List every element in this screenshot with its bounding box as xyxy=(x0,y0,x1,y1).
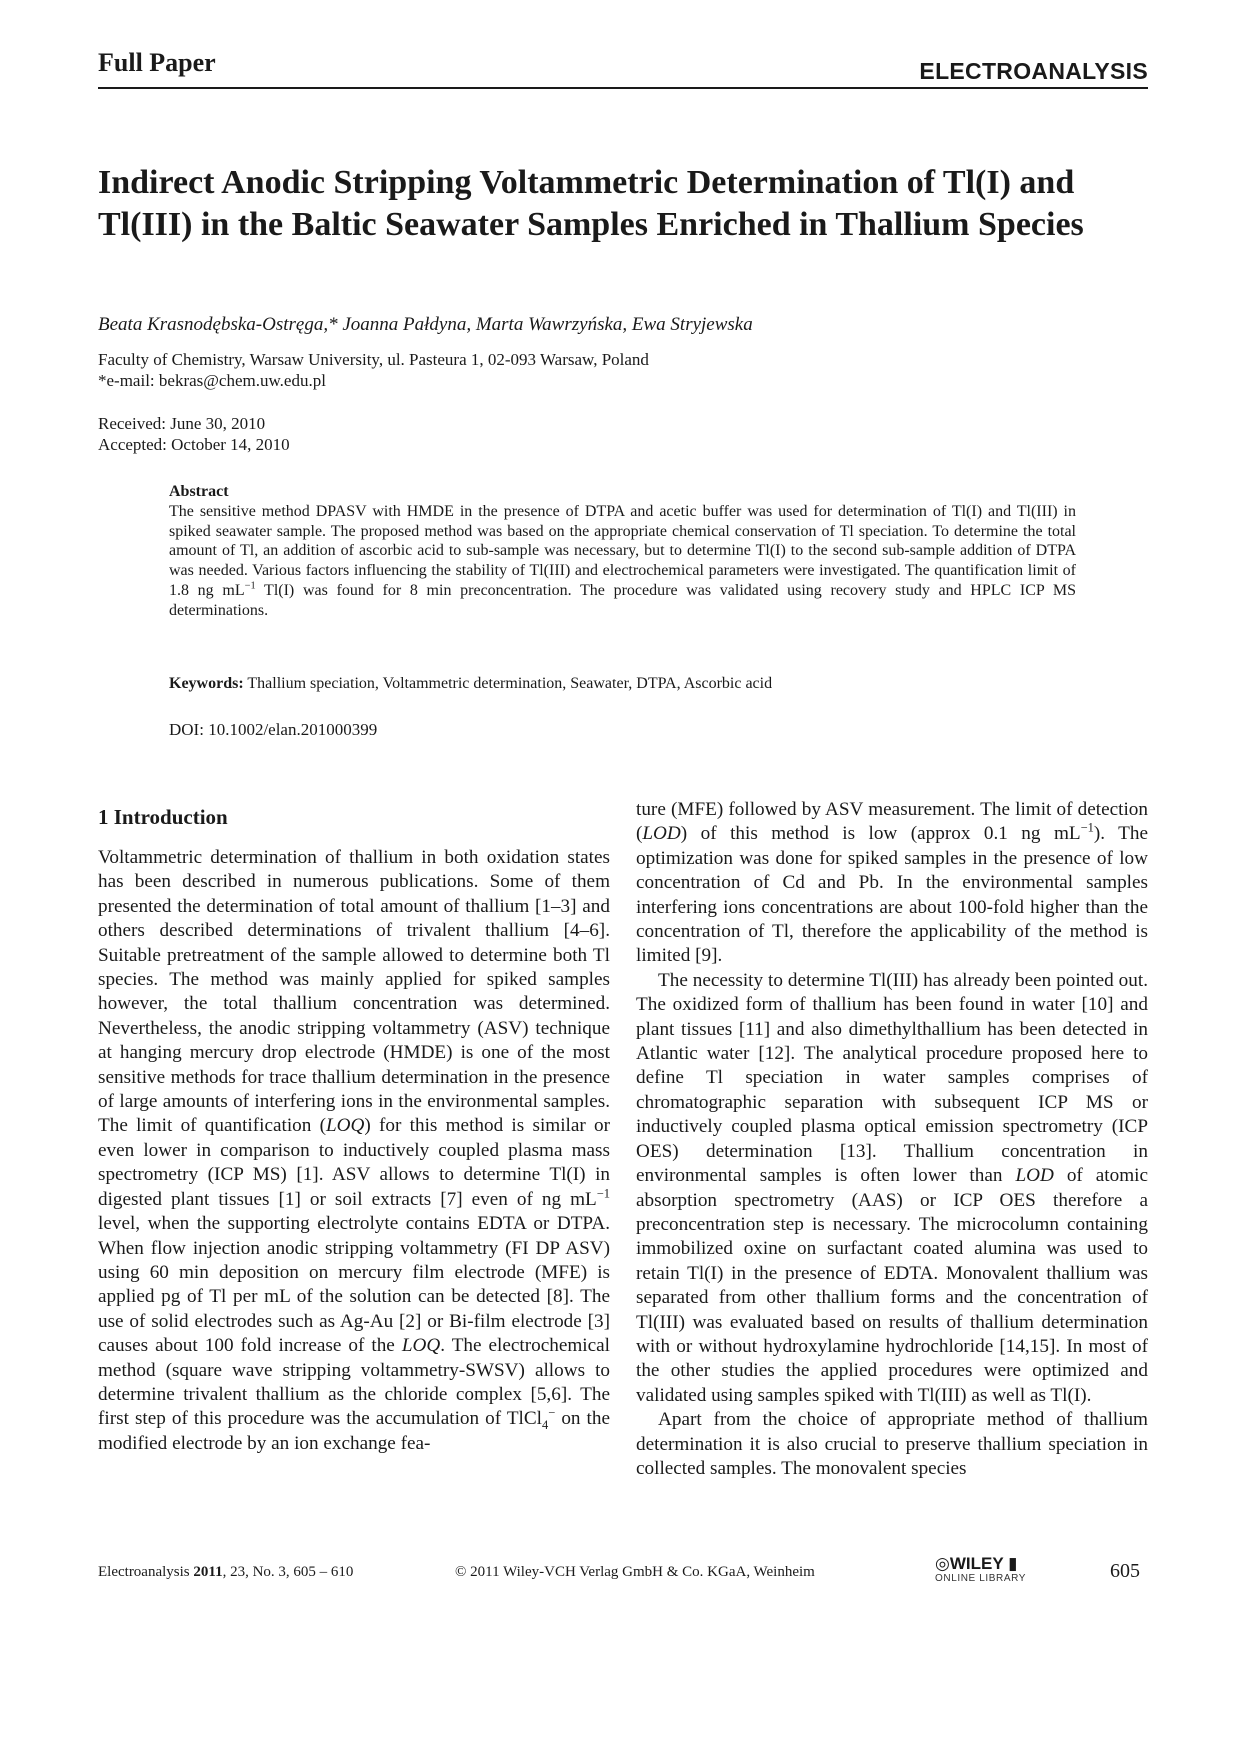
keywords-text: Thallium speciation, Voltammetric determination, Seawater, DTPA, Ascorbic acid xyxy=(247,675,773,692)
footer-citation: Electroanalysis 2011, 23, No. 3, 605 – 610 xyxy=(98,1564,354,1580)
intro-paragraph-1: Voltammetric determination of thallium in both oxidation states has been described in numerous publications. Some of them presented the determination of total amount of thallium [1–3] and others described determinations of trivalent thallium [4–6]. Suitable pretreatment of the sample allowed to determine both Tl species. The method was mainly applied for spiked samples however, the total thallium concentration was determined. Nevertheless, the anodic stripping voltammetry (ASV) technique at hanging mercury drop electrode (HMDE) is one of the most sensitive methods for trace thallium determination in the presence of large amounts of interfering ions in the environmental samples. The limit of quantification (LOQ) for this method is similar or even lower in comparison to inductively coupled plasma mass spectrometry (ICP MS) [1]. ASV allows to determine Tl(I) in digested plant tissues [1] or soil extracts [7] even of ng $mL^{-1}$ level, when the supporting electrolyte contains EDTA or DTPA. When flow injection anodic stripping voltammetry (FI DP ASV) using 60 min deposition on mercury film electrode (MFE) is applied pg of Tl per mL of the solution can be detected [8]. The use of solid electrodes such as Ag-Au [2] or Bi-film electrode [3] causes about 100 fold increase of the LOQ. The electrochemical method (square wave stripping voltammetry-SWSV) allows to determine trivalent thallium as the chloride complex [5,6]. The first step of this procedure was the accumulation of TlCl$_4$− on the modified electrode by an ion exchange fea- xyxy=(98,847,610,1454)
affiliation-block xyxy=(98,349,649,391)
contact-email[interactable]: *e-mail: bekras@chem.uw.edu.pl xyxy=(98,371,326,390)
footer-copyright: © 2011 Wiley-VCH Verlag GmbH & Co. KGaA, Weinheim xyxy=(455,1564,815,1580)
wiley-icon: ◎ xyxy=(935,1554,950,1573)
left-column xyxy=(98,846,610,1456)
intro-paragraph-2: The necessity to determine Tl(III) has already been pointed out. The oxidized form of thallium has been found in water [10] and plant tissues [11] and also dimethylthallium has been detected in Atlantic water [12]. The analytical procedure proposed here to define Tl speciation in water samples comprises of chromatographic separation with subsequent ICP MS or inductively coupled plasma optical emission spectrometry (ICP OES) determination [13]. Thallium concentration in environmental samples is often lower than LOD of atomic absorption spectrometry (AAS) or ICP OES therefore a preconcentration step is necessary. The microcolumn containing immobilized oxine on surfactant coated alumina was used to retain Tl(I) in the presence of EDTA. Monovalent thallium was separated from other thallium forms and the concentration of Tl(III) was evaluated based on results of thallium determination with or without hydroxylamine hydrochloride [14,15]. In most of the other studies the applied procedures were optimized and validated using samples spiked with Tl(III) as well as Tl(I). xyxy=(636,969,1148,1406)
author-list: Beata Krasnodębska-Ostręga,* Joanna Pałdyna, Marta Wawrzyńska, Ewa Stryjewska xyxy=(98,314,753,335)
keywords-label: Keywords: xyxy=(169,675,244,692)
section-heading-introduction: 1 Introduction xyxy=(98,805,228,829)
intro-paragraph-3: Apart from the choice of appropriate method of thallium determination it is also crucial to preserve thallium speciation in collected samples. The monovalent species xyxy=(636,1409,1148,1479)
accepted-date: Accepted: October 14, 2010 xyxy=(98,435,290,454)
header-rule xyxy=(98,87,1148,89)
dates-block xyxy=(98,413,290,455)
abstract-text xyxy=(169,502,1076,620)
journal-label: ELECTROANALYSIS xyxy=(919,58,1148,84)
abstract-text-b: Tl(I) was found for 8 min preconcentration. The procedure was validated using recovery study and HPLC ICP MS determinations. xyxy=(169,581,1076,619)
keywords xyxy=(169,675,772,693)
wiley-online-library-logo[interactable]: ◎WILEY ▮ ONLINE LIBRARY xyxy=(935,1554,1027,1584)
received-date: Received: June 30, 2010 xyxy=(98,414,266,433)
right-column xyxy=(636,798,1148,1481)
doi[interactable]: DOI: 10.1002/elan.201000399 xyxy=(169,720,378,739)
affiliation: Faculty of Chemistry, Warsaw University, ul. Pasteura 1, 02-093 Warsaw, Poland xyxy=(98,350,649,369)
page-number: 605 xyxy=(1110,1560,1140,1582)
intro-paragraph-1-cont: ture (MFE) followed by ASV measurement. The limit of detection (LOD) of this method is low (approx 0.1 ng $mL^{-1}$). The optimization was done for spiked samples in the presence of low concentration of Cd and Pb. In the environmental samples interfering ions concentrations are about 100-fold higher than the concentration of Tl, therefore the applicability of the method is limited [9]. xyxy=(636,799,1148,967)
abstract-superscript: −1 xyxy=(244,580,256,592)
book-icon: ▮ xyxy=(1008,1554,1018,1573)
abstract-heading: Abstract xyxy=(169,483,229,500)
abstract-text-a: The sensitive method DPASV with HMDE in the presence of DTPA and acetic buffer was used for determination of Tl(I) and Tl(III) in spiked seawater sample. The proposed method was based on the appropriate chemical conservation of Tl speciation. To determine the total amount of Tl, an addition of ascorbic acid to sub-sample was necessary, but to determine Tl(I) to the second sub-sample addition of DTPA was needed. Various factors influencing the stability of Tl(III) and electrochemical parameters were investigated. The quantification limit of 1.8 ng mL xyxy=(169,503,1076,599)
section-label: Full Paper xyxy=(98,48,216,77)
article-title: Indirect Anodic Stripping Voltammetric Determination of Tl(I) and Tl(III) in the Baltic Seawater Samples Enriched in Thallium Species xyxy=(98,164,1084,243)
